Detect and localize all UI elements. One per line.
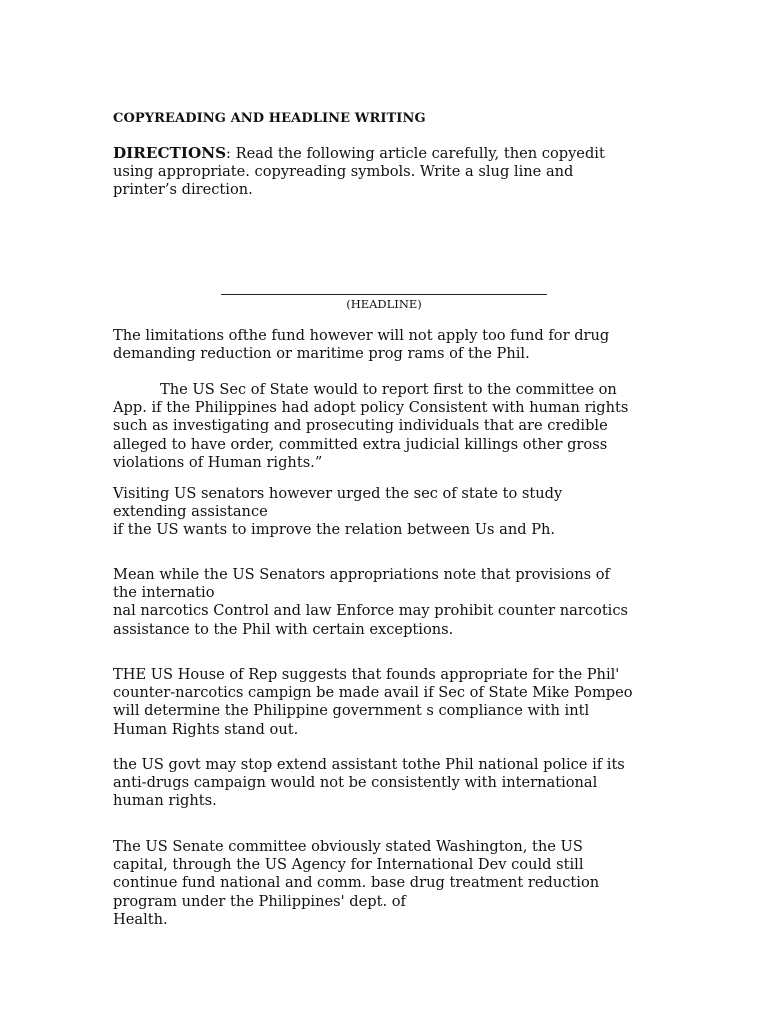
paragraph-line: nal narcotics Control and law Enforce may prohibit counter narcotics [113,602,629,620]
article-paragraph-3 [113,485,673,540]
directions-line: using appropriate. copyreading symbols. Write a slug line and [113,163,574,181]
paragraph-line: Visiting US senators however urged the sec of state to study [113,485,563,502]
paragraph-line: Health. [113,910,168,928]
paragraph-line: THE US House of Rep suggests that founds appropriate for the Phil' [113,666,620,683]
paragraph-line: The US Senate committee obviously stated Washington, the US [113,838,583,855]
headline-blank-line [221,294,547,295]
article-paragraph-6 [113,756,673,811]
directions-label: DIRECTIONS [113,144,227,162]
paragraph-line: alleged to have order, committed extra judicial killings other gross [113,435,608,453]
article-paragraph-2 [113,381,673,472]
article-paragraph-4 [113,566,673,639]
paragraph-line: extending assistance [113,503,268,521]
article-paragraph-5 [113,666,673,739]
directions-line [113,144,673,163]
article-paragraph-1 [113,327,673,363]
paragraph-line: human rights. [113,792,217,810]
paragraph-line: Human Rights stand out. [113,720,299,738]
directions-line: printer’s direction. [113,181,253,199]
paragraph-line: The US Sec of State would to report first to the committee on [160,381,617,398]
paragraph-line: demanding reduction or maritime prog rams of the Phil. [113,345,530,363]
paragraph-line: the internatio [113,584,215,602]
paragraph-line: will determine the Philippine government s compliance with intl [113,702,590,720]
paragraph-line: the US govt may stop extend assistant tothe Phil national police if its [113,756,625,773]
paragraph-line: anti-drugs campaign would not be consistently with international [113,774,598,792]
paragraph-line: assistance to the Phil with certain exceptions. [113,620,454,638]
headline-caption: (HEADLINE) [346,297,422,311]
directions-text: : Read the following article carefully, then copyedit [226,145,605,162]
paragraph-line: Mean while the US Senators appropriations note that provisions of [113,566,610,583]
paragraph-line: violations of Human rights.” [113,453,323,471]
article-paragraph-7 [113,838,673,929]
paragraph-line: program under the Philippines' dept. of [113,892,406,910]
paragraph-line: App. if the Philippines had adopt policy Consistent with human rights [113,399,629,417]
paragraph-line: such as investigating and prosecuting individuals that are credible [113,417,608,435]
paragraph-line: capital, through the US Agency for International Dev could still [113,856,584,874]
paragraph-line: continue fund national and comm. base drug treatment reduction [113,874,600,892]
paragraph-line: if the US wants to improve the relation between Us and Ph. [113,521,556,539]
document-title: COPYREADING AND HEADLINE WRITING [113,111,426,126]
directions-paragraph [113,144,673,200]
paragraph-line: The limitations ofthe fund however will not apply too fund for drug [113,327,610,344]
paragraph-line: counter-narcotics campign be made avail if Sec of State Mike Pompeo [113,684,633,702]
